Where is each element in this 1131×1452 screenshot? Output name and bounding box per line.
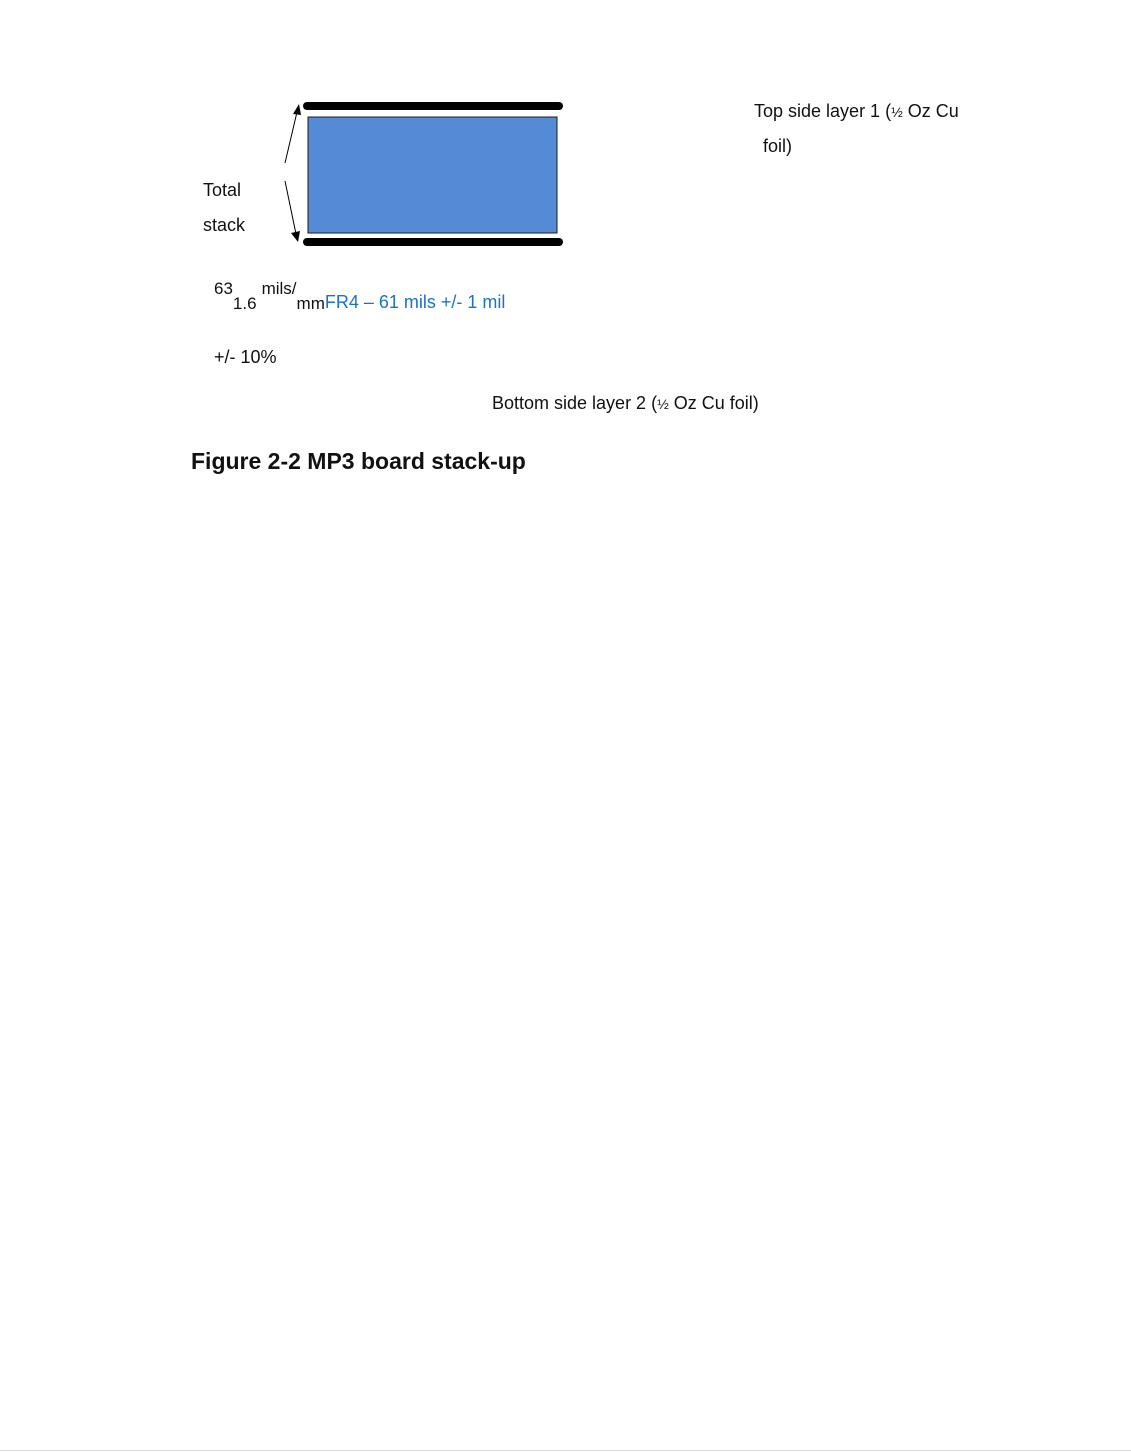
bottom-layer-half: ½ <box>657 396 669 412</box>
arrow-up-head-icon <box>293 104 301 115</box>
top-layer-label <box>754 100 959 123</box>
unit-mm: mm <box>296 294 325 313</box>
thickness-mm-value: 1.6 <box>232 294 257 313</box>
total-label: Total <box>203 180 242 200</box>
thickness-mils-value: 63 <box>214 279 233 298</box>
top-layer-text: Top side layer 1 ( <box>754 101 892 121</box>
top-layer-label-line2: foil) <box>763 136 793 156</box>
page-bottom-edge <box>0 1450 1131 1451</box>
bottom-layer-text-end: Oz Cu foil) <box>668 393 759 413</box>
figure-caption: Figure 2-2 MP3 board stack-up <box>191 448 526 474</box>
top-layer-text-end: Oz Cu <box>902 101 959 121</box>
thickness-line <box>214 279 506 314</box>
arrow-down-head-icon <box>291 231 300 242</box>
fr4-core-label: FR4 – 61 mils +/- 1 mil <box>324 292 506 312</box>
top-layer-half: ½ <box>891 104 903 120</box>
unit-mils: mils/ <box>261 279 297 298</box>
bottom-layer-label <box>492 392 759 415</box>
stack-label: stack <box>203 215 246 235</box>
total-stack-arrow-down <box>285 181 296 234</box>
fr4-core <box>308 117 557 233</box>
tolerance-label: +/- 10% <box>214 347 277 367</box>
bottom-layer-text: Bottom side layer 2 ( <box>492 393 658 413</box>
total-stack-arrow-up <box>285 112 297 163</box>
stack-up-diagram <box>0 0 1131 300</box>
